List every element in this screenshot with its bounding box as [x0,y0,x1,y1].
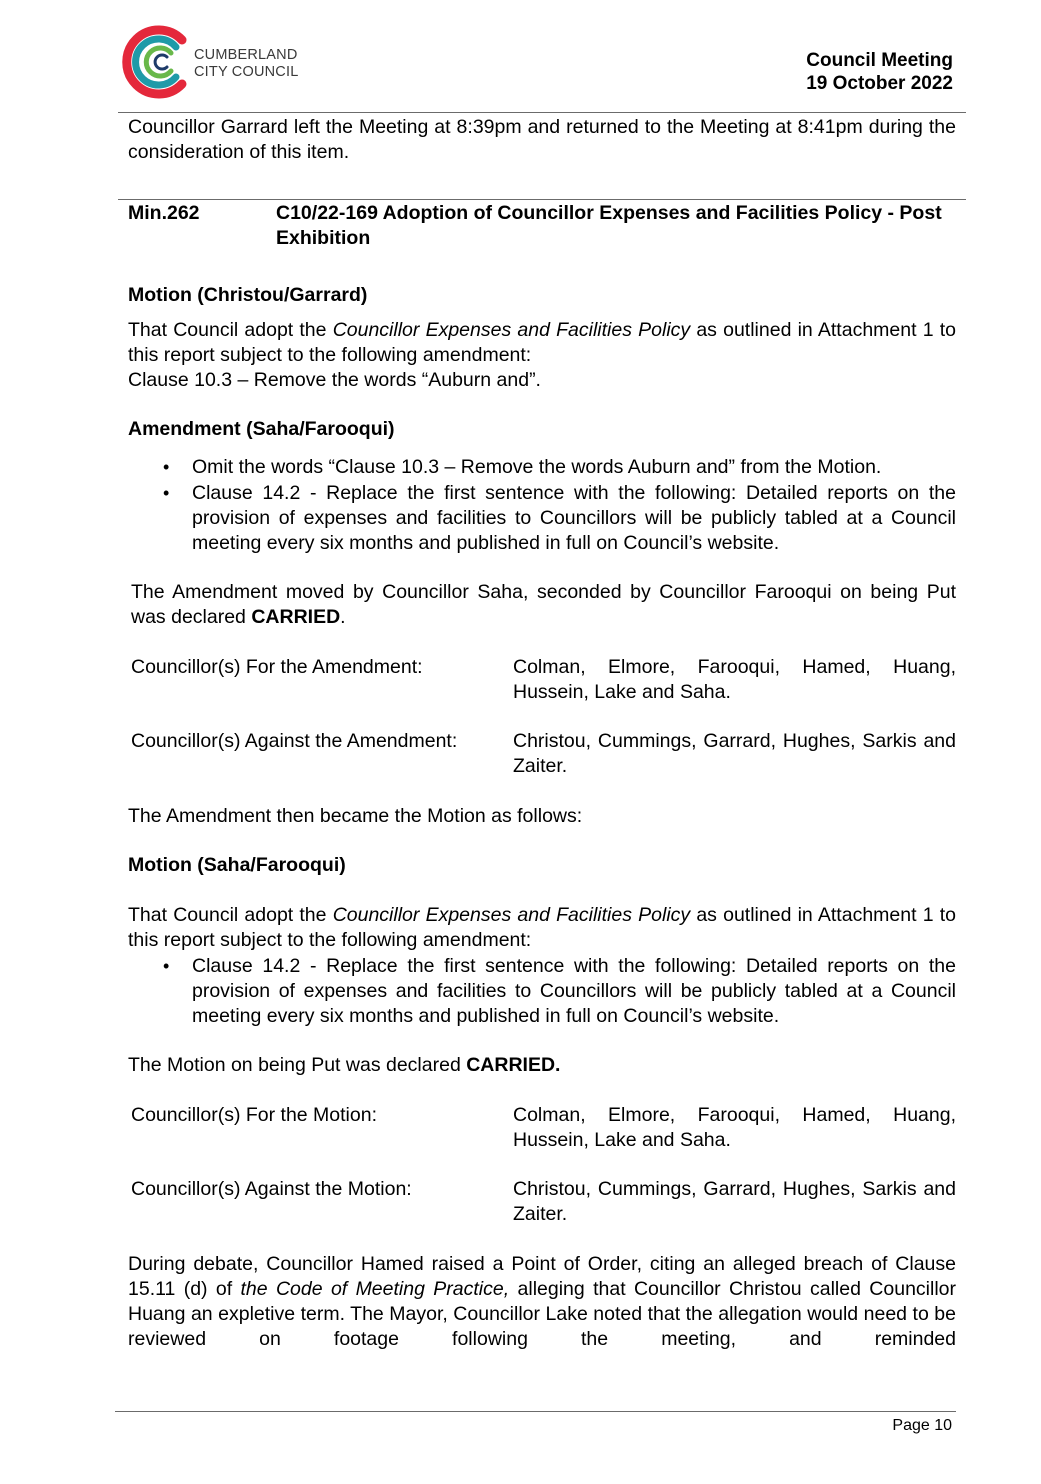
council-logo [120,22,320,102]
meeting-title: Council Meeting [806,50,953,71]
council-logo-icon [120,22,196,102]
motion2-paragraph [128,903,956,953]
motion2-result-status: CARRIED. [466,1054,561,1076]
motion2-heading: Motion (Saha/Farooqui) [128,854,346,876]
minute-number: Min.262 [128,202,200,224]
amendment-bullet-1: Omit the words “Clause 10.3 – Remove the words Auburn and” from the Motion. [192,456,882,478]
motion1-policy-name: Councillor Expenses and Facilities Policy [332,319,691,341]
motion2-policy-name: Councillor Expenses and Facilities Policy [332,904,691,926]
meeting-date: 19 October 2022 [806,73,953,94]
motion2-text-start: That Council adopt the [128,904,333,926]
section-rule [118,199,966,200]
motion2-result-text: The Motion on being Put was declared [128,1054,467,1076]
logo-line-1: CUMBERLAND [194,47,298,63]
debate-code-name: the Code of Meeting Practice, [240,1278,510,1300]
motion2-for-names: Colman, Elmore, Farooqui, Hamed, Huang, Hussein, Lake and Saha. [513,1104,956,1151]
motion2-text-end: as outlined in Attachment 1 to this report subject to the following amendment: [128,904,956,951]
amendment-result-end: . [340,606,346,628]
minute-title: C10/22-169 Adoption of Councillor Expenses and Facilities Policy - Post Exhibition [276,202,942,249]
motion2-against-names: Christou, Cummings, Garrard, Hughes, Sarkis and Zaiter. [513,1178,956,1225]
amendment-result-status: CARRIED [251,606,341,628]
header-rule [118,112,966,113]
meeting-header [653,49,953,95]
intro-paragraph: Councillor Garrard left the Meeting at 8:39pm and returned to the Meeting at 8:41pm during the consideration of this item. [128,116,956,163]
motion2-for-label: Councillor(s) For the Motion: [131,1104,377,1126]
amendment-for-names: Colman, Elmore, Farooqui, Hamed, Huang, Hussein, Lake and Saha. [513,656,956,703]
motion2-against-label: Councillor(s) Against the Motion: [131,1178,412,1200]
became-motion-text: The Amendment then became the Motion as follows: [128,805,583,827]
amendment-for-label: Councillor(s) For the Amendment: [131,656,423,678]
amendment-bullet-2: Clause 14.2 - Replace the first sentence with the following: Detailed reports on the provision of expenses and facilities to Councillors will be publicly tabled at a Council meeting every six months and published in full on Council’s website. [192,482,956,554]
motion1-paragraph [128,318,956,368]
footer-rule [115,1411,956,1412]
motion2-result [128,1053,560,1078]
motion2-bullet-1: Clause 14.2 - Replace the first sentence with the following: Detailed reports on the provision of expenses and facilities to Councillors will be publicly tabled at a Council meeting every six months and published in full on Council’s website. [192,955,956,1027]
debate-text-start: During debate, Councillor Hamed raised a Point of Order, citing an alleged breach of Clause 15.11 (d) of [128,1253,956,1300]
motion1-clause: Clause 10.3 – Remove the words “Auburn and”. [128,369,541,391]
logo-line-2: CITY COUNCIL [194,64,299,80]
amendment-heading: Amendment (Saha/Farooqui) [128,418,395,440]
bullet-icon: • [163,956,170,976]
amendment-result-text: The Amendment moved by Councillor Saha, seconded by Councillor Farooqui on being Put was declared [131,581,956,628]
debate-paragraph [128,1252,956,1352]
debate-text-end: alleging that Councillor Christou called Councillor Huang an expletive term. The Mayor, Councillor Lake noted that the allegation would need to be reviewed on footage following the meeting, and reminded [128,1278,956,1350]
bullet-icon: • [163,457,170,477]
page-number: Page 10 [892,1417,952,1434]
amendment-against-names: Christou, Cummings, Garrard, Hughes, Sarkis and Zaiter. [513,730,956,777]
amendment-against-label: Councillor(s) Against the Amendment: [131,730,458,752]
motion1-heading: Motion (Christou/Garrard) [128,284,368,306]
motion1-text-start: That Council adopt the [128,319,333,341]
bullet-icon: • [163,483,170,503]
motion1-text-end: as outlined in Attachment 1 to this report subject to the following amendment: [128,319,956,366]
amendment-result [131,580,956,630]
